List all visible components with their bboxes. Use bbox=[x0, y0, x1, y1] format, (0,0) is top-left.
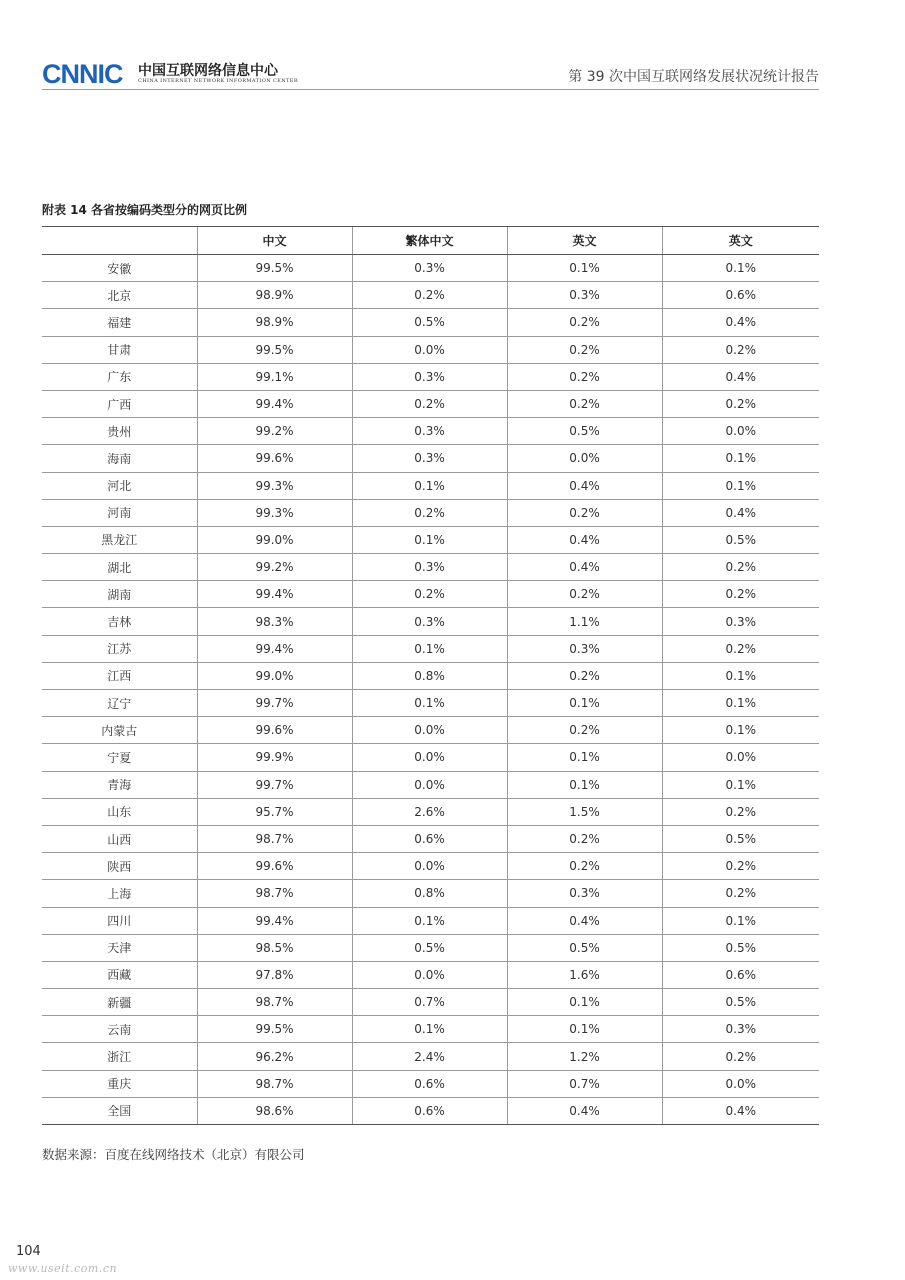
province-cell: 天津 bbox=[42, 934, 197, 961]
page-header bbox=[42, 58, 819, 90]
province-cell: 宁夏 bbox=[42, 744, 197, 771]
report-title: 第 39 次中国互联网络发展状况统计报告 bbox=[568, 69, 819, 85]
percentage-cell: 0.3% bbox=[662, 1016, 819, 1043]
percentage-cell: 0.1% bbox=[352, 526, 507, 553]
table-row bbox=[42, 744, 819, 771]
percentage-cell: 0.3% bbox=[352, 363, 507, 390]
percentage-cell: 0.6% bbox=[352, 825, 507, 852]
percentage-cell: 0.5% bbox=[662, 934, 819, 961]
table-row bbox=[42, 336, 819, 363]
percentage-cell: 98.6% bbox=[197, 1097, 352, 1124]
percentage-cell: 99.9% bbox=[197, 744, 352, 771]
percentage-cell: 0.1% bbox=[662, 771, 819, 798]
percentage-cell: 99.7% bbox=[197, 690, 352, 717]
percentage-cell: 0.0% bbox=[352, 771, 507, 798]
percentage-cell: 0.0% bbox=[507, 445, 662, 472]
table-header-row bbox=[42, 227, 819, 255]
table-row bbox=[42, 1097, 819, 1124]
percentage-cell: 1.2% bbox=[507, 1043, 662, 1070]
percentage-cell: 0.1% bbox=[352, 690, 507, 717]
percentage-cell: 98.7% bbox=[197, 989, 352, 1016]
province-cell: 上海 bbox=[42, 880, 197, 907]
table-row bbox=[42, 1070, 819, 1097]
percentage-cell: 0.8% bbox=[352, 880, 507, 907]
province-cell: 河北 bbox=[42, 472, 197, 499]
percentage-cell: 0.1% bbox=[507, 989, 662, 1016]
percentage-cell: 0.2% bbox=[662, 635, 819, 662]
percentage-cell: 1.5% bbox=[507, 798, 662, 825]
percentage-cell: 0.2% bbox=[352, 581, 507, 608]
percentage-cell: 0.5% bbox=[662, 526, 819, 553]
percentage-cell: 0.0% bbox=[352, 336, 507, 363]
province-cell: 江苏 bbox=[42, 635, 197, 662]
percentage-cell: 0.3% bbox=[352, 554, 507, 581]
province-cell: 山东 bbox=[42, 798, 197, 825]
province-cell: 黑龙江 bbox=[42, 526, 197, 553]
percentage-cell: 0.2% bbox=[507, 853, 662, 880]
table-row bbox=[42, 853, 819, 880]
table-row bbox=[42, 771, 819, 798]
column-header: 繁体中文 bbox=[352, 227, 507, 255]
province-cell: 海南 bbox=[42, 445, 197, 472]
percentage-cell: 0.0% bbox=[662, 744, 819, 771]
table-row bbox=[42, 635, 819, 662]
percentage-cell: 99.1% bbox=[197, 363, 352, 390]
percentage-cell: 0.4% bbox=[507, 526, 662, 553]
percentage-cell: 0.4% bbox=[662, 1097, 819, 1124]
percentage-cell: 0.2% bbox=[507, 581, 662, 608]
percentage-cell: 98.5% bbox=[197, 934, 352, 961]
province-cell: 全国 bbox=[42, 1097, 197, 1124]
table-row bbox=[42, 255, 819, 282]
table-row bbox=[42, 989, 819, 1016]
province-cell: 四川 bbox=[42, 907, 197, 934]
percentage-cell: 99.4% bbox=[197, 907, 352, 934]
percentage-cell: 98.7% bbox=[197, 1070, 352, 1097]
table-row bbox=[42, 526, 819, 553]
percentage-cell: 99.7% bbox=[197, 771, 352, 798]
percentage-cell: 0.4% bbox=[507, 472, 662, 499]
percentage-cell: 99.0% bbox=[197, 662, 352, 689]
percentage-cell: 0.1% bbox=[507, 255, 662, 282]
column-header: 英文 bbox=[662, 227, 819, 255]
percentage-cell: 99.5% bbox=[197, 336, 352, 363]
province-cell: 云南 bbox=[42, 1016, 197, 1043]
percentage-cell: 0.2% bbox=[662, 554, 819, 581]
table-row bbox=[42, 662, 819, 689]
column-header: 中文 bbox=[197, 227, 352, 255]
cnnic-logo-chinese-name: 中国互联网络信息中心 bbox=[138, 63, 278, 79]
percentage-cell: 98.7% bbox=[197, 825, 352, 852]
percentage-cell: 0.1% bbox=[352, 472, 507, 499]
percentage-cell: 99.6% bbox=[197, 853, 352, 880]
province-cell: 山西 bbox=[42, 825, 197, 852]
percentage-cell: 99.3% bbox=[197, 472, 352, 499]
table-row bbox=[42, 961, 819, 988]
percentage-cell: 0.2% bbox=[662, 880, 819, 907]
percentage-cell: 99.2% bbox=[197, 418, 352, 445]
table-row bbox=[42, 907, 819, 934]
percentage-cell: 96.2% bbox=[197, 1043, 352, 1070]
percentage-cell: 0.3% bbox=[507, 282, 662, 309]
percentage-cell: 0.4% bbox=[507, 1097, 662, 1124]
percentage-cell: 95.7% bbox=[197, 798, 352, 825]
percentage-cell: 0.1% bbox=[352, 1016, 507, 1043]
province-cell: 江西 bbox=[42, 662, 197, 689]
percentage-cell: 0.1% bbox=[662, 690, 819, 717]
percentage-cell: 99.3% bbox=[197, 499, 352, 526]
percentage-cell: 0.3% bbox=[352, 255, 507, 282]
percentage-cell: 99.4% bbox=[197, 635, 352, 662]
province-cell: 西藏 bbox=[42, 961, 197, 988]
column-header-province bbox=[42, 227, 197, 255]
percentage-cell: 0.1% bbox=[662, 472, 819, 499]
table-row bbox=[42, 418, 819, 445]
percentage-cell: 0.1% bbox=[507, 744, 662, 771]
table-row bbox=[42, 363, 819, 390]
percentage-cell: 0.2% bbox=[662, 390, 819, 417]
percentage-cell: 99.2% bbox=[197, 554, 352, 581]
percentage-cell: 0.0% bbox=[662, 418, 819, 445]
percentage-cell: 0.1% bbox=[507, 771, 662, 798]
percentage-cell: 0.0% bbox=[662, 1070, 819, 1097]
province-cell: 广西 bbox=[42, 390, 197, 417]
percentage-cell: 0.2% bbox=[662, 1043, 819, 1070]
percentage-cell: 0.2% bbox=[662, 581, 819, 608]
percentage-cell: 0.5% bbox=[352, 309, 507, 336]
province-cell: 吉林 bbox=[42, 608, 197, 635]
percentage-cell: 0.1% bbox=[662, 907, 819, 934]
table-row bbox=[42, 880, 819, 907]
table-row bbox=[42, 445, 819, 472]
table-row bbox=[42, 390, 819, 417]
table-row bbox=[42, 717, 819, 744]
percentage-cell: 1.1% bbox=[507, 608, 662, 635]
percentage-cell: 0.1% bbox=[352, 907, 507, 934]
percentage-cell: 98.9% bbox=[197, 282, 352, 309]
percentage-cell: 0.2% bbox=[507, 336, 662, 363]
percentage-cell: 99.0% bbox=[197, 526, 352, 553]
column-header: 英文 bbox=[507, 227, 662, 255]
percentage-cell: 0.3% bbox=[352, 608, 507, 635]
table-row bbox=[42, 798, 819, 825]
percentage-cell: 0.2% bbox=[662, 853, 819, 880]
table-row bbox=[42, 934, 819, 961]
percentage-cell: 0.4% bbox=[662, 309, 819, 336]
table-row bbox=[42, 1043, 819, 1070]
table-row bbox=[42, 690, 819, 717]
province-cell: 湖南 bbox=[42, 581, 197, 608]
percentage-cell: 99.5% bbox=[197, 1016, 352, 1043]
percentage-cell: 0.2% bbox=[352, 282, 507, 309]
percentage-cell: 0.0% bbox=[352, 853, 507, 880]
percentage-cell: 0.7% bbox=[507, 1070, 662, 1097]
province-cell: 广东 bbox=[42, 363, 197, 390]
cnnic-logo-mark: CNNIC bbox=[42, 59, 123, 89]
percentage-cell: 99.6% bbox=[197, 445, 352, 472]
percentage-cell: 0.2% bbox=[507, 717, 662, 744]
table-row bbox=[42, 1016, 819, 1043]
table-row bbox=[42, 608, 819, 635]
percentage-cell: 0.6% bbox=[662, 282, 819, 309]
table-row bbox=[42, 282, 819, 309]
percentage-cell: 0.6% bbox=[662, 961, 819, 988]
percentage-cell: 0.2% bbox=[507, 662, 662, 689]
percentage-cell: 0.7% bbox=[352, 989, 507, 1016]
province-cell: 北京 bbox=[42, 282, 197, 309]
encoding-ratio-table bbox=[42, 226, 819, 1125]
percentage-cell: 0.5% bbox=[662, 989, 819, 1016]
percentage-cell: 2.4% bbox=[352, 1043, 507, 1070]
percentage-cell: 0.6% bbox=[352, 1070, 507, 1097]
table-title: 附表 14 各省按编码类型分的网页比例 bbox=[42, 203, 248, 217]
percentage-cell: 2.6% bbox=[352, 798, 507, 825]
table-body bbox=[42, 255, 819, 1125]
percentage-cell: 0.2% bbox=[662, 336, 819, 363]
percentage-cell: 0.0% bbox=[352, 717, 507, 744]
percentage-cell: 98.3% bbox=[197, 608, 352, 635]
percentage-cell: 0.3% bbox=[507, 880, 662, 907]
table-row bbox=[42, 309, 819, 336]
table-row bbox=[42, 554, 819, 581]
percentage-cell: 0.2% bbox=[507, 309, 662, 336]
percentage-cell: 0.4% bbox=[507, 907, 662, 934]
percentage-cell: 0.4% bbox=[662, 363, 819, 390]
percentage-cell: 0.2% bbox=[507, 499, 662, 526]
province-cell: 新疆 bbox=[42, 989, 197, 1016]
percentage-cell: 0.5% bbox=[507, 418, 662, 445]
percentage-cell: 0.3% bbox=[507, 635, 662, 662]
province-cell: 湖北 bbox=[42, 554, 197, 581]
cnnic-logo-english-name: CHINA INTERNET NETWORK INFORMATION CENTER bbox=[138, 78, 298, 84]
province-cell: 福建 bbox=[42, 309, 197, 336]
percentage-cell: 99.4% bbox=[197, 581, 352, 608]
percentage-cell: 0.5% bbox=[352, 934, 507, 961]
percentage-cell: 0.2% bbox=[662, 798, 819, 825]
percentage-cell: 0.1% bbox=[662, 717, 819, 744]
header-divider bbox=[42, 89, 819, 90]
province-cell: 浙江 bbox=[42, 1043, 197, 1070]
percentage-cell: 99.6% bbox=[197, 717, 352, 744]
watermark: www.useit.com.cn bbox=[8, 1262, 118, 1275]
province-cell: 甘肃 bbox=[42, 336, 197, 363]
percentage-cell: 0.4% bbox=[507, 554, 662, 581]
table-row bbox=[42, 472, 819, 499]
table-row bbox=[42, 499, 819, 526]
percentage-cell: 0.0% bbox=[352, 744, 507, 771]
percentage-cell: 97.8% bbox=[197, 961, 352, 988]
percentage-cell: 0.1% bbox=[507, 1016, 662, 1043]
percentage-cell: 0.5% bbox=[662, 825, 819, 852]
percentage-cell: 98.7% bbox=[197, 880, 352, 907]
percentage-cell: 0.2% bbox=[352, 499, 507, 526]
province-cell: 安徽 bbox=[42, 255, 197, 282]
percentage-cell: 0.5% bbox=[507, 934, 662, 961]
data-source-note: 数据来源：百度在线网络技术（北京）有限公司 bbox=[42, 1147, 305, 1162]
percentage-cell: 0.3% bbox=[352, 418, 507, 445]
province-cell: 辽宁 bbox=[42, 690, 197, 717]
percentage-cell: 0.3% bbox=[352, 445, 507, 472]
percentage-cell: 0.1% bbox=[352, 635, 507, 662]
percentage-cell: 0.3% bbox=[662, 608, 819, 635]
table-row bbox=[42, 581, 819, 608]
percentage-cell: 0.1% bbox=[507, 690, 662, 717]
province-cell: 内蒙古 bbox=[42, 717, 197, 744]
percentage-cell: 0.0% bbox=[352, 961, 507, 988]
percentage-cell: 1.6% bbox=[507, 961, 662, 988]
percentage-cell: 0.4% bbox=[662, 499, 819, 526]
province-cell: 陕西 bbox=[42, 853, 197, 880]
percentage-cell: 0.1% bbox=[662, 445, 819, 472]
province-cell: 贵州 bbox=[42, 418, 197, 445]
percentage-cell: 0.6% bbox=[352, 1097, 507, 1124]
percentage-cell: 0.2% bbox=[352, 390, 507, 417]
percentage-cell: 0.2% bbox=[507, 363, 662, 390]
percentage-cell: 0.2% bbox=[507, 825, 662, 852]
percentage-cell: 0.8% bbox=[352, 662, 507, 689]
province-cell: 青海 bbox=[42, 771, 197, 798]
percentage-cell: 99.4% bbox=[197, 390, 352, 417]
percentage-cell: 98.9% bbox=[197, 309, 352, 336]
percentage-cell: 0.2% bbox=[507, 390, 662, 417]
percentage-cell: 0.1% bbox=[662, 662, 819, 689]
province-cell: 河南 bbox=[42, 499, 197, 526]
percentage-cell: 0.1% bbox=[662, 255, 819, 282]
page-number: 104 bbox=[16, 1244, 41, 1259]
percentage-cell: 99.5% bbox=[197, 255, 352, 282]
province-cell: 重庆 bbox=[42, 1070, 197, 1097]
table-row bbox=[42, 825, 819, 852]
